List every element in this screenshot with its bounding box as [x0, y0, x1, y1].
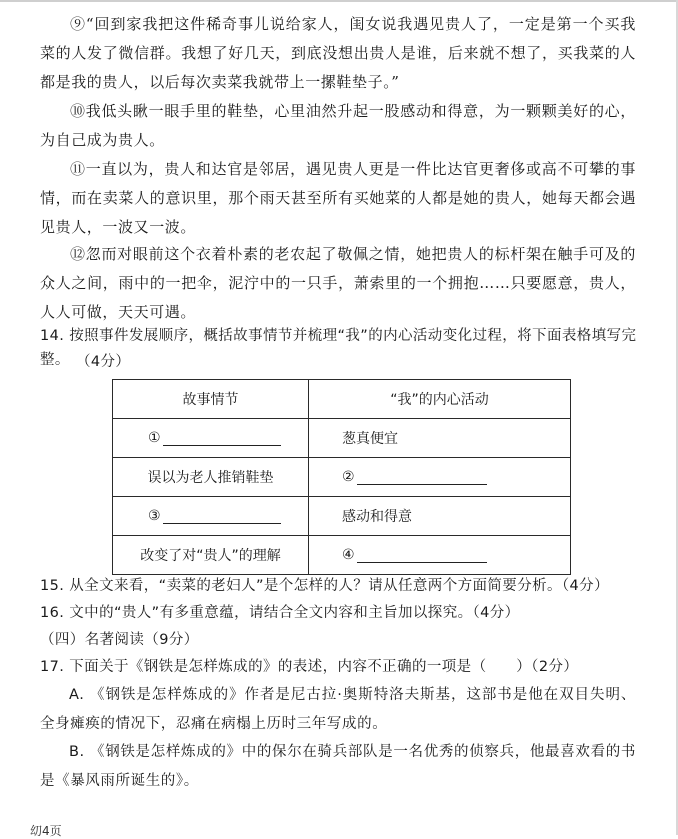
table-row: [113, 497, 571, 536]
plot-mind-table: [112, 379, 571, 575]
marker-2: ②: [342, 469, 355, 485]
plot-text-4: 改变了对“贵人”的理解: [140, 548, 281, 564]
plot-cell-2: [113, 467, 308, 487]
table-row: [113, 419, 571, 458]
answer-cell-3[interactable]: [113, 508, 308, 524]
mind-text-3: 感动和得意: [342, 509, 412, 525]
mind-cell-3: [309, 506, 570, 526]
answer-cell-2[interactable]: [309, 469, 570, 485]
mind-cell-1: [309, 428, 570, 448]
plot-cell-4: [113, 545, 308, 565]
answer-blank-3[interactable]: [163, 509, 281, 524]
scan-edge-top: [0, 0, 678, 2]
header-mind: “我”的内心活动: [309, 380, 571, 419]
answer-cell-1[interactable]: [113, 430, 308, 446]
passage-paragraph-12: ⑫忽而对眼前这个衣着朴素的老农起了敬佩之情，她把贵人的标杆架在触手可及的众人之间，雨中的一把伞，泥泞中的一只手，萧索里的一个拥抱……只要愿意，贵人，人人可做，天天可遇。: [40, 245, 636, 321]
question-17-stem: 17. 下面关于《钢铁是怎样炼成的》的表述，内容不正确的一项是（ ）（2分）: [40, 659, 579, 675]
question-14-points: （4分）: [76, 354, 131, 370]
answer-blank-1[interactable]: [163, 431, 281, 446]
header-plot: 故事情节: [113, 380, 309, 419]
marker-1: ①: [148, 430, 161, 446]
section-4-heading: （四）名著阅读（9分）: [40, 632, 199, 648]
plot-text-2: 误以为老人推销鞋垫: [147, 470, 274, 486]
question-17-option-a: A. 《钢铁是怎样炼成的》作者是尼古拉·奥斯特洛夫斯基，这部书是他在双目失明、全身瘫痪的情况下，忍痛在病榻上历时三年写成的。: [40, 687, 636, 732]
passage-paragraph-11: ⑪一直以为，贵人和达官是邻居，遇见贵人更是一件比达官更奢侈或高不可攀的事情，而在卖菜人的意识里，那个雨天甚至所有买她菜的人都是她的贵人，她每天都会遇见贵人，一波又一波。: [40, 160, 636, 236]
mind-text-1: 葱真便宜: [342, 431, 398, 447]
question-16: 16. 文中的“贵人”有多重意蕴，请结合全文内容和主旨加以探究。（4分）: [40, 605, 520, 621]
answer-blank-4[interactable]: [357, 548, 487, 563]
table-row: [113, 536, 571, 575]
question-17-option-b: B. 《钢铁是怎样炼成的》中的保尔在骑兵部队是一名优秀的侦察兵，他最喜欢看的书是《暴风雨所诞生的》。: [40, 744, 636, 789]
marker-3: ③: [148, 508, 161, 524]
passage-paragraph-10: ⑩我低头瞅一眼手里的鞋垫，心里油然升起一股感动和得意，为一颗颗美好的心，为自己成为贵人。: [40, 102, 636, 149]
answer-cell-4[interactable]: [309, 547, 570, 563]
table-row: [113, 458, 571, 497]
answer-blank-2[interactable]: [357, 470, 487, 485]
question-14-stem: 14. 按照事件发展顺序，概括故事情节并梳理“我”的内心活动变化过程，将下面表格填写完整。: [40, 328, 637, 368]
page-footer-mark: 㓜4页: [30, 824, 62, 838]
question-15: 15. 从全文来看，“卖菜的老妇人”是个怎样的人？请从任意两个方面简要分析。（4分）: [40, 578, 609, 594]
table-header-row: [113, 380, 571, 419]
passage-paragraph-9: ⑨“回到家我把这件稀奇事儿说给家人，闺女说我遇见贵人了，一定是第一个买我菜的人发了微信群。我想了好几天，到底没想出贵人是谁，后来就不想了，买我菜的人都是我的贵人，以后每次卖菜我就带上一摞鞋垫子。”: [40, 15, 636, 91]
marker-4: ④: [342, 547, 355, 563]
